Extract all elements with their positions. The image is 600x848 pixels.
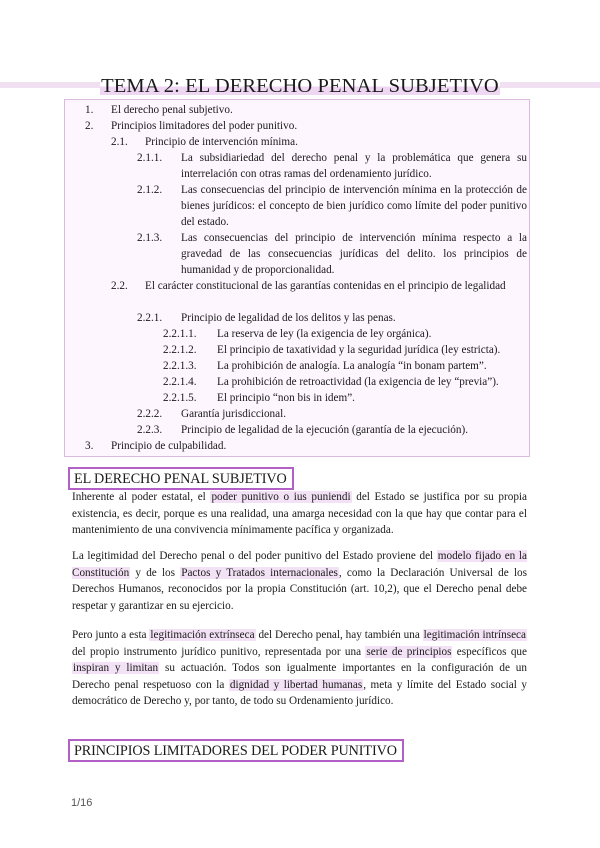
toc-item xyxy=(111,278,527,294)
toc-item xyxy=(137,310,527,326)
toc-item-number: 2.1.2. xyxy=(137,184,163,196)
toc-item-number: 2.2.2. xyxy=(137,408,163,420)
highlight: serie de principios xyxy=(366,645,452,658)
highlight: Pactos y Tratados internacionales xyxy=(181,566,338,579)
toc-item-text: Principio de legalidad de la ejecución (garantía de la ejecución). xyxy=(181,424,469,436)
text-run: del propio instrumento jurídico punitivo, representada por una xyxy=(72,645,366,658)
section-heading-principios-limitadores: PRINCIPIOS LIMITADORES DEL PODER PUNITIVO xyxy=(68,739,404,762)
toc-item xyxy=(137,422,527,438)
toc-item-text: El carácter constitucional de las garantías contenidas en el principio de legalidad xyxy=(145,280,506,292)
toc-item-number: 2.1. xyxy=(111,136,128,148)
toc-item-number: 2.2.1. xyxy=(137,312,163,324)
toc-item xyxy=(85,118,525,134)
highlight: poder punitivo o ius puniendi xyxy=(211,491,351,504)
toc-item xyxy=(85,102,525,118)
toc-item-text: La subsidiariedad del derecho penal y la problemática que genera su interrelación con otras ramas del ordenamiento jurídico. xyxy=(181,152,527,180)
toc-item-number: 2. xyxy=(85,120,94,132)
toc-item-number: 2.2.1.4. xyxy=(163,376,197,388)
toc-item xyxy=(85,438,525,454)
toc-item-number: 2.2.3. xyxy=(137,424,163,436)
toc-item-number: 2.1.1. xyxy=(137,152,163,164)
toc-item-number: 2.2.1.5. xyxy=(163,392,197,404)
highlight: dignidad y libertad humanas xyxy=(229,678,363,691)
toc-item-text: Principio de culpabilidad. xyxy=(111,440,227,452)
text-run: del Derecho penal, hay también una xyxy=(255,629,423,642)
toc-item xyxy=(137,150,527,182)
page-title: TEMA 2: EL DERECHO PENAL SUBJETIVO xyxy=(100,72,500,100)
toc-item xyxy=(137,406,527,422)
text-run: y de los xyxy=(130,566,181,579)
toc-item-text: Garantía jurisdiccional. xyxy=(181,408,286,420)
toc-item-text: Las consecuencias del principio de intervención mínima en la protección de bienes jurídicos: el concepto de bien jurídico como límite del poder punitivo del estado. xyxy=(181,184,527,228)
page-number: 1/16 xyxy=(71,797,93,809)
toc-item-text: La reserva de ley (la exigencia de ley orgánica). xyxy=(217,328,432,340)
toc-item xyxy=(163,390,527,406)
toc-item-number: 2.2. xyxy=(111,280,128,292)
toc-item-text: Principios limitadores del poder punitivo. xyxy=(111,120,298,132)
toc-item-number: 2.2.1.2. xyxy=(163,344,197,356)
toc-item xyxy=(163,358,527,374)
toc-item-text: El derecho penal subjetivo. xyxy=(111,104,233,116)
toc-item-text: La prohibición de retroactividad (la exigencia de ley “previa”). xyxy=(217,376,499,388)
highlight: inspiran y limitan xyxy=(73,662,159,675)
paragraph-legitimidad xyxy=(72,548,527,614)
paragraph-ius-puniendi xyxy=(72,489,527,539)
toc-item xyxy=(137,230,527,278)
toc-item xyxy=(111,134,525,150)
toc-item-text: Principio de legalidad de los delitos y las penas. xyxy=(181,312,396,324)
toc-item-number: 2.2.1.3. xyxy=(163,360,197,372)
highlight: modelo fijado en la Constitución xyxy=(72,550,527,579)
toc-item-number: 2.1.3. xyxy=(137,232,163,244)
text-run: su actuación. Todos son igualmente importantes en la configuración de un Derecho penal respetuoso con la xyxy=(72,662,527,691)
highlight: legitimación intrínseca xyxy=(423,629,526,642)
toc-item xyxy=(137,182,527,230)
title-band xyxy=(0,72,600,100)
toc-item xyxy=(163,342,527,358)
toc-item-number: 3. xyxy=(85,440,94,452)
text-run: Pero junto a esta xyxy=(72,629,150,642)
section-heading-derecho-penal-subjetivo: EL DERECHO PENAL SUBJETIVO xyxy=(68,467,294,490)
paragraph-legitimacion xyxy=(72,627,527,710)
toc-item xyxy=(163,374,527,390)
toc-item-text: Las consecuencias del principio de intervención mínima respecto a la gravedad de las consecuencias jurídicas del delito. los principios de humanidad y de proporcionalidad. xyxy=(181,232,527,276)
toc-item-text: La prohibición de analogía. La analogía “in bonam partem”. xyxy=(217,360,487,372)
toc-item-text: El principio “non bis in idem”. xyxy=(217,392,355,404)
text-run: del Estado se justifica por su propia existencia, es decir, porque es una realidad, una amarga necesidad con la que hay que contar para el mantenimiento de una convivencia mínimamente pacífica y organizada. xyxy=(72,491,527,537)
toc-item-text: Principio de intervención mínima. xyxy=(145,136,298,148)
highlight: legitimación extrínseca xyxy=(150,629,255,642)
table-of-contents xyxy=(64,99,530,457)
toc-item xyxy=(163,326,527,342)
text-run: , meta y límite del Estado social y democrático de Derecho y, por tanto, de todo su Ordenamiento jurídico. xyxy=(72,678,527,708)
text-run: Inherente al poder estatal, el xyxy=(72,491,211,504)
toc-item-number: 2.2.1.1. xyxy=(163,328,197,340)
toc-item-number: 1. xyxy=(85,104,94,116)
text-run: La legitimidad del Derecho penal o del poder punitivo del Estado proviene del xyxy=(72,550,437,563)
text-run: específicos que xyxy=(452,645,527,658)
toc-item-text: El principio de taxatividad y la seguridad jurídica (ley estricta). xyxy=(217,344,501,356)
text-run: , como la Declaración Universal de los Derechos Humanos, reconocidos por la propia Constitución (art. 10,2), que el Derecho penal debe respetar y garantizar en su ejercicio. xyxy=(72,566,528,612)
